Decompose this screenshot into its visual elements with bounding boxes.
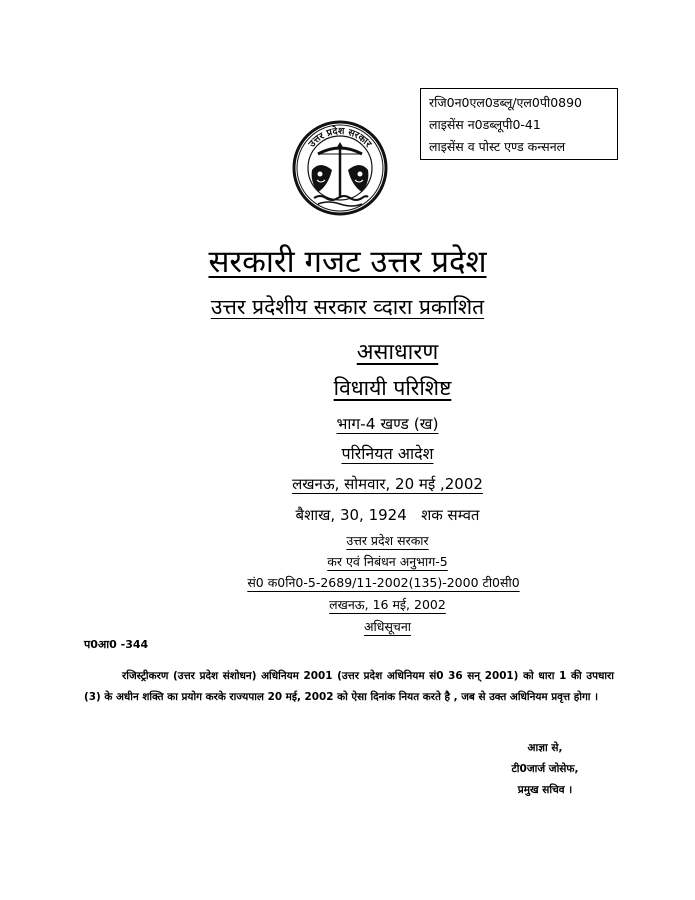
by-order-text: आज्ञा से, [527,742,563,754]
signatory-designation: प्रमुख सचिव । [517,784,573,796]
up-government-emblem-icon [288,112,392,222]
emblem-text: उत्तर प्रदेश सरकार [306,125,374,150]
government-name: उत्तर प्रदेश सरकार [346,533,429,548]
supplement-heading: विधायी परिशिष्ट [333,376,452,400]
date-line: लखनऊ, सोमवार, 20 मई ,2002 [292,475,483,493]
department-name: कर एवं निबंधन अनुभाग-5 [327,554,448,569]
notification-paragraph: रजिस्ट्रीकरण (उत्तर प्रदेश संशोधन) अधिनियम 2001 (उत्तर प्रदेश अधिनियम सं0 36 सन् 2001) को धारा 1 की उपधारा (3) के अधीन शक्ति का प्रयोग करके राज्यपाल 20 मई, 2002 को ऐसा दिनांक नियत करते है , जब से उक्त अधिनियम प्रवृत्त होगा । [84,670,614,703]
registration-number: रजि0न0एल0डब्लू/एल0पी0890 [429,95,583,110]
saka-date-line: बैशाख, 30, 1924 शक सम्वत [295,506,480,524]
notification-heading: अधिसूचना [363,619,412,634]
extraordinary-heading: असाधारण [356,340,439,365]
notice-number: सं0 क0नि0-5-2689/11-2002(135)-2000 टी0सी0 [247,575,520,590]
gazette-subtitle: उत्तर प्रदेशीय सरकार व्दारा प्रकाशित [210,295,485,319]
statutory-order-heading: परिनियत आदेश [341,444,434,463]
signatory-name: टी0जार्ज जोसेफ, [511,763,579,775]
place-date: लखनऊ, 16 मई, 2002 [329,597,446,612]
license-number: लाइसेंस न0डब्लूपी0-41 [429,117,541,132]
license-post: लाइसेंस व पोस्ट एण्ड कन्सनल [429,139,566,154]
gazette-title: सरकारी गजट उत्तर प्रदेश [208,244,487,280]
part-heading: भाग-4 खण्ड (ख) [336,415,439,433]
reference-number: प0आ0 -344 [84,638,149,651]
registration-box [420,88,618,160]
